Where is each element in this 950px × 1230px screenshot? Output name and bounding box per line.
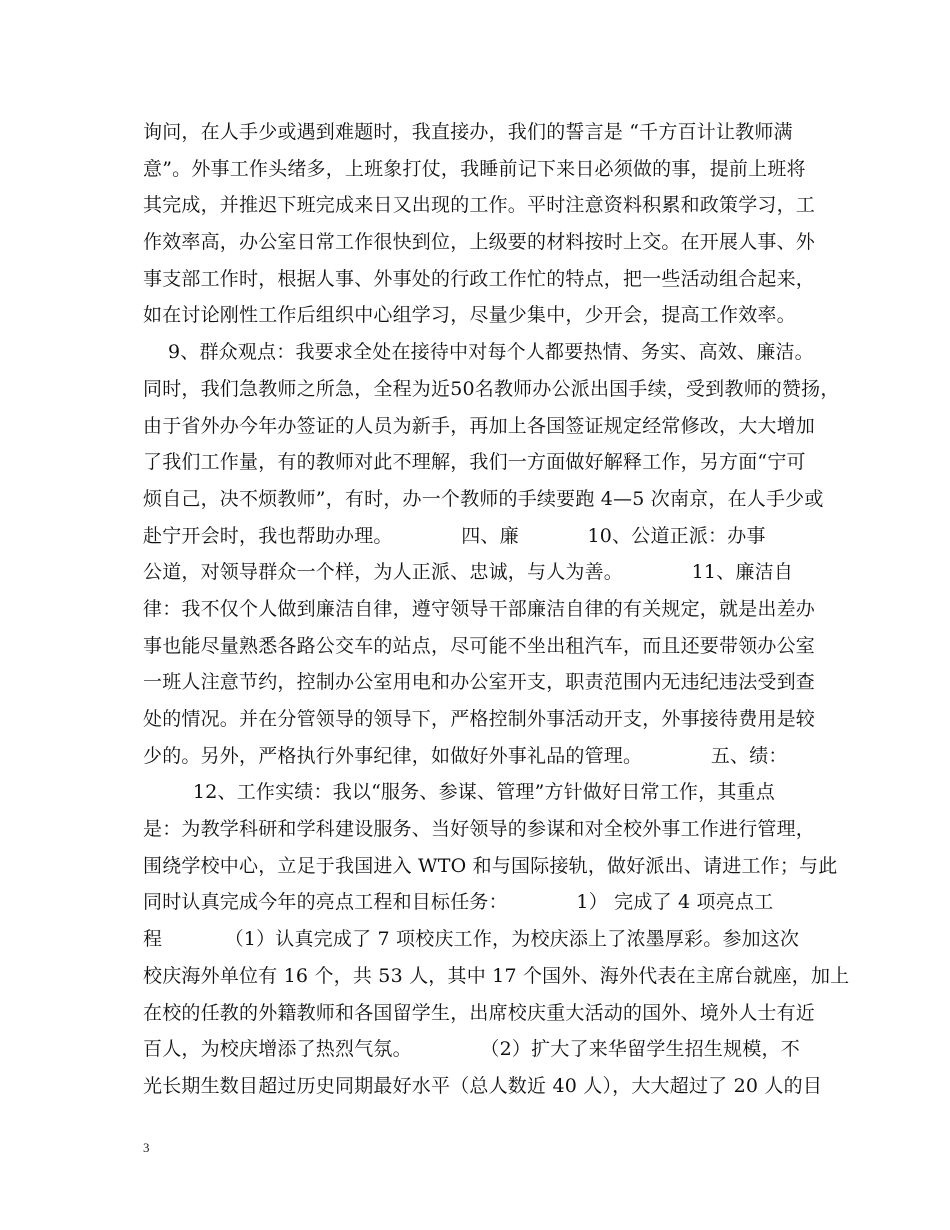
text-line: 一班人注意节约，控制办公室用电和办公室开支，职责范围内无违纪违法受到查 [143,671,816,694]
text-line: 事也能尽量熟悉各路公交车的站点，尽可能不坐出租汽车，而且还要带领办公室 [143,634,816,657]
text-line: 处的情况。并在分管领导的领导下，严格控制外事活动开支，外事接待费用是较 [143,708,816,730]
text-line: 其完成，并推迟下班完成来日又出现的工作。平时注意资料积累和政策学习，工 [143,194,816,217]
text-line: 由于省外办今年办签证的人员为新手，再加上各国签证规定经常修改，大大增加 [143,414,816,437]
text-line: 少的。另外，严格执行外事纪律，如做好外事礼品的管理。 五、绩： [143,744,788,767]
text-line: 同时认真完成今年的亮点工程和目标任务： 1） 完成了 4 项亮点工 [143,891,774,914]
text-line: 如在讨论刚性工作后组织中心组学习，尽量少集中，少开会，提高工作效率。 [143,304,796,327]
page-number: 3 [143,1140,150,1155]
text-line: 了我们工作量，有的教师对此不理解，我们一方面做好解释工作，另方面“宁可 [143,451,806,474]
text-line: 事支部工作时，根据人事、外事处的行政工作忙的特点，把一些活动组合起来， [143,267,816,290]
text-line: 围绕学校中心，立足于我国进入 WTO 和与国际接轨，做好派出、请进工作；与此 [143,854,838,877]
text-line: 公道，对领导群众一个样，为人正派、忠诚，与人为善。 11、廉洁自 [143,561,794,584]
text-line: 烦自己，决不烦教师”，有时，办一个教师的手续要跑 4—5 次南京，在人手少或 [143,487,824,510]
text-line: 百人，为校庆增添了热烈气氛。 （2）扩大了来华留学生招生规模，不 [143,1038,800,1061]
text-line: 作效率高，办公室日常工作很快到位，上级要的材料按时上交。在开展人事、外 [143,231,816,254]
text-line: 光长期生数目超过历史同期最好水平（总人数近 40 人），大大超过了 20 人的目 [143,1074,823,1097]
text-line: 是：为教学科研和学科建设服务、当好领导的参谋和对全校外事工作进行管理， [143,818,816,841]
body-text [143,114,850,1105]
text-line: 律：我不仅个人做到廉洁自律，遵守领导干部廉洁自律的有关规定，就是出差办 [143,597,816,620]
text-line: 程 （1）认真完成了 7 项校庆工作，为校庆添上了浓墨厚彩。参加这次 [143,928,800,951]
text-line: 赴宁开会时，我也帮助办理。 四、廉 10、公道正派：办事 [143,524,766,547]
text-line: 询问，在人手少或遇到难题时，我直接办，我们的誓言是 “千方百计让教师满 [143,121,793,143]
text-line: 同时，我们急教师之所急，全程为近50名教师办公派出国手续，受到教师的赞扬， [143,377,840,400]
text-line: 校庆海外单位有 16 个，共 53 人，其中 17 个国外、海外代表在主席台就座，加上 [143,964,850,987]
text-line: 意”。外事工作头绪多，上班象打仗，我睡前记下来日必须做的事，提前上班将 [143,157,806,180]
text-line: 在校的任教的外籍教师和各国留学生，出席校庆重大活动的国外、境外人士有近 [143,1001,816,1024]
text-line: 12、工作实绩：我以“服务、参谋、管理”方针做好日常工作，其重点 [143,781,775,804]
text-line: 9、群众观点：我要求全处在接待中对每个人都要热情、务实、高效、廉洁。 [143,341,814,364]
